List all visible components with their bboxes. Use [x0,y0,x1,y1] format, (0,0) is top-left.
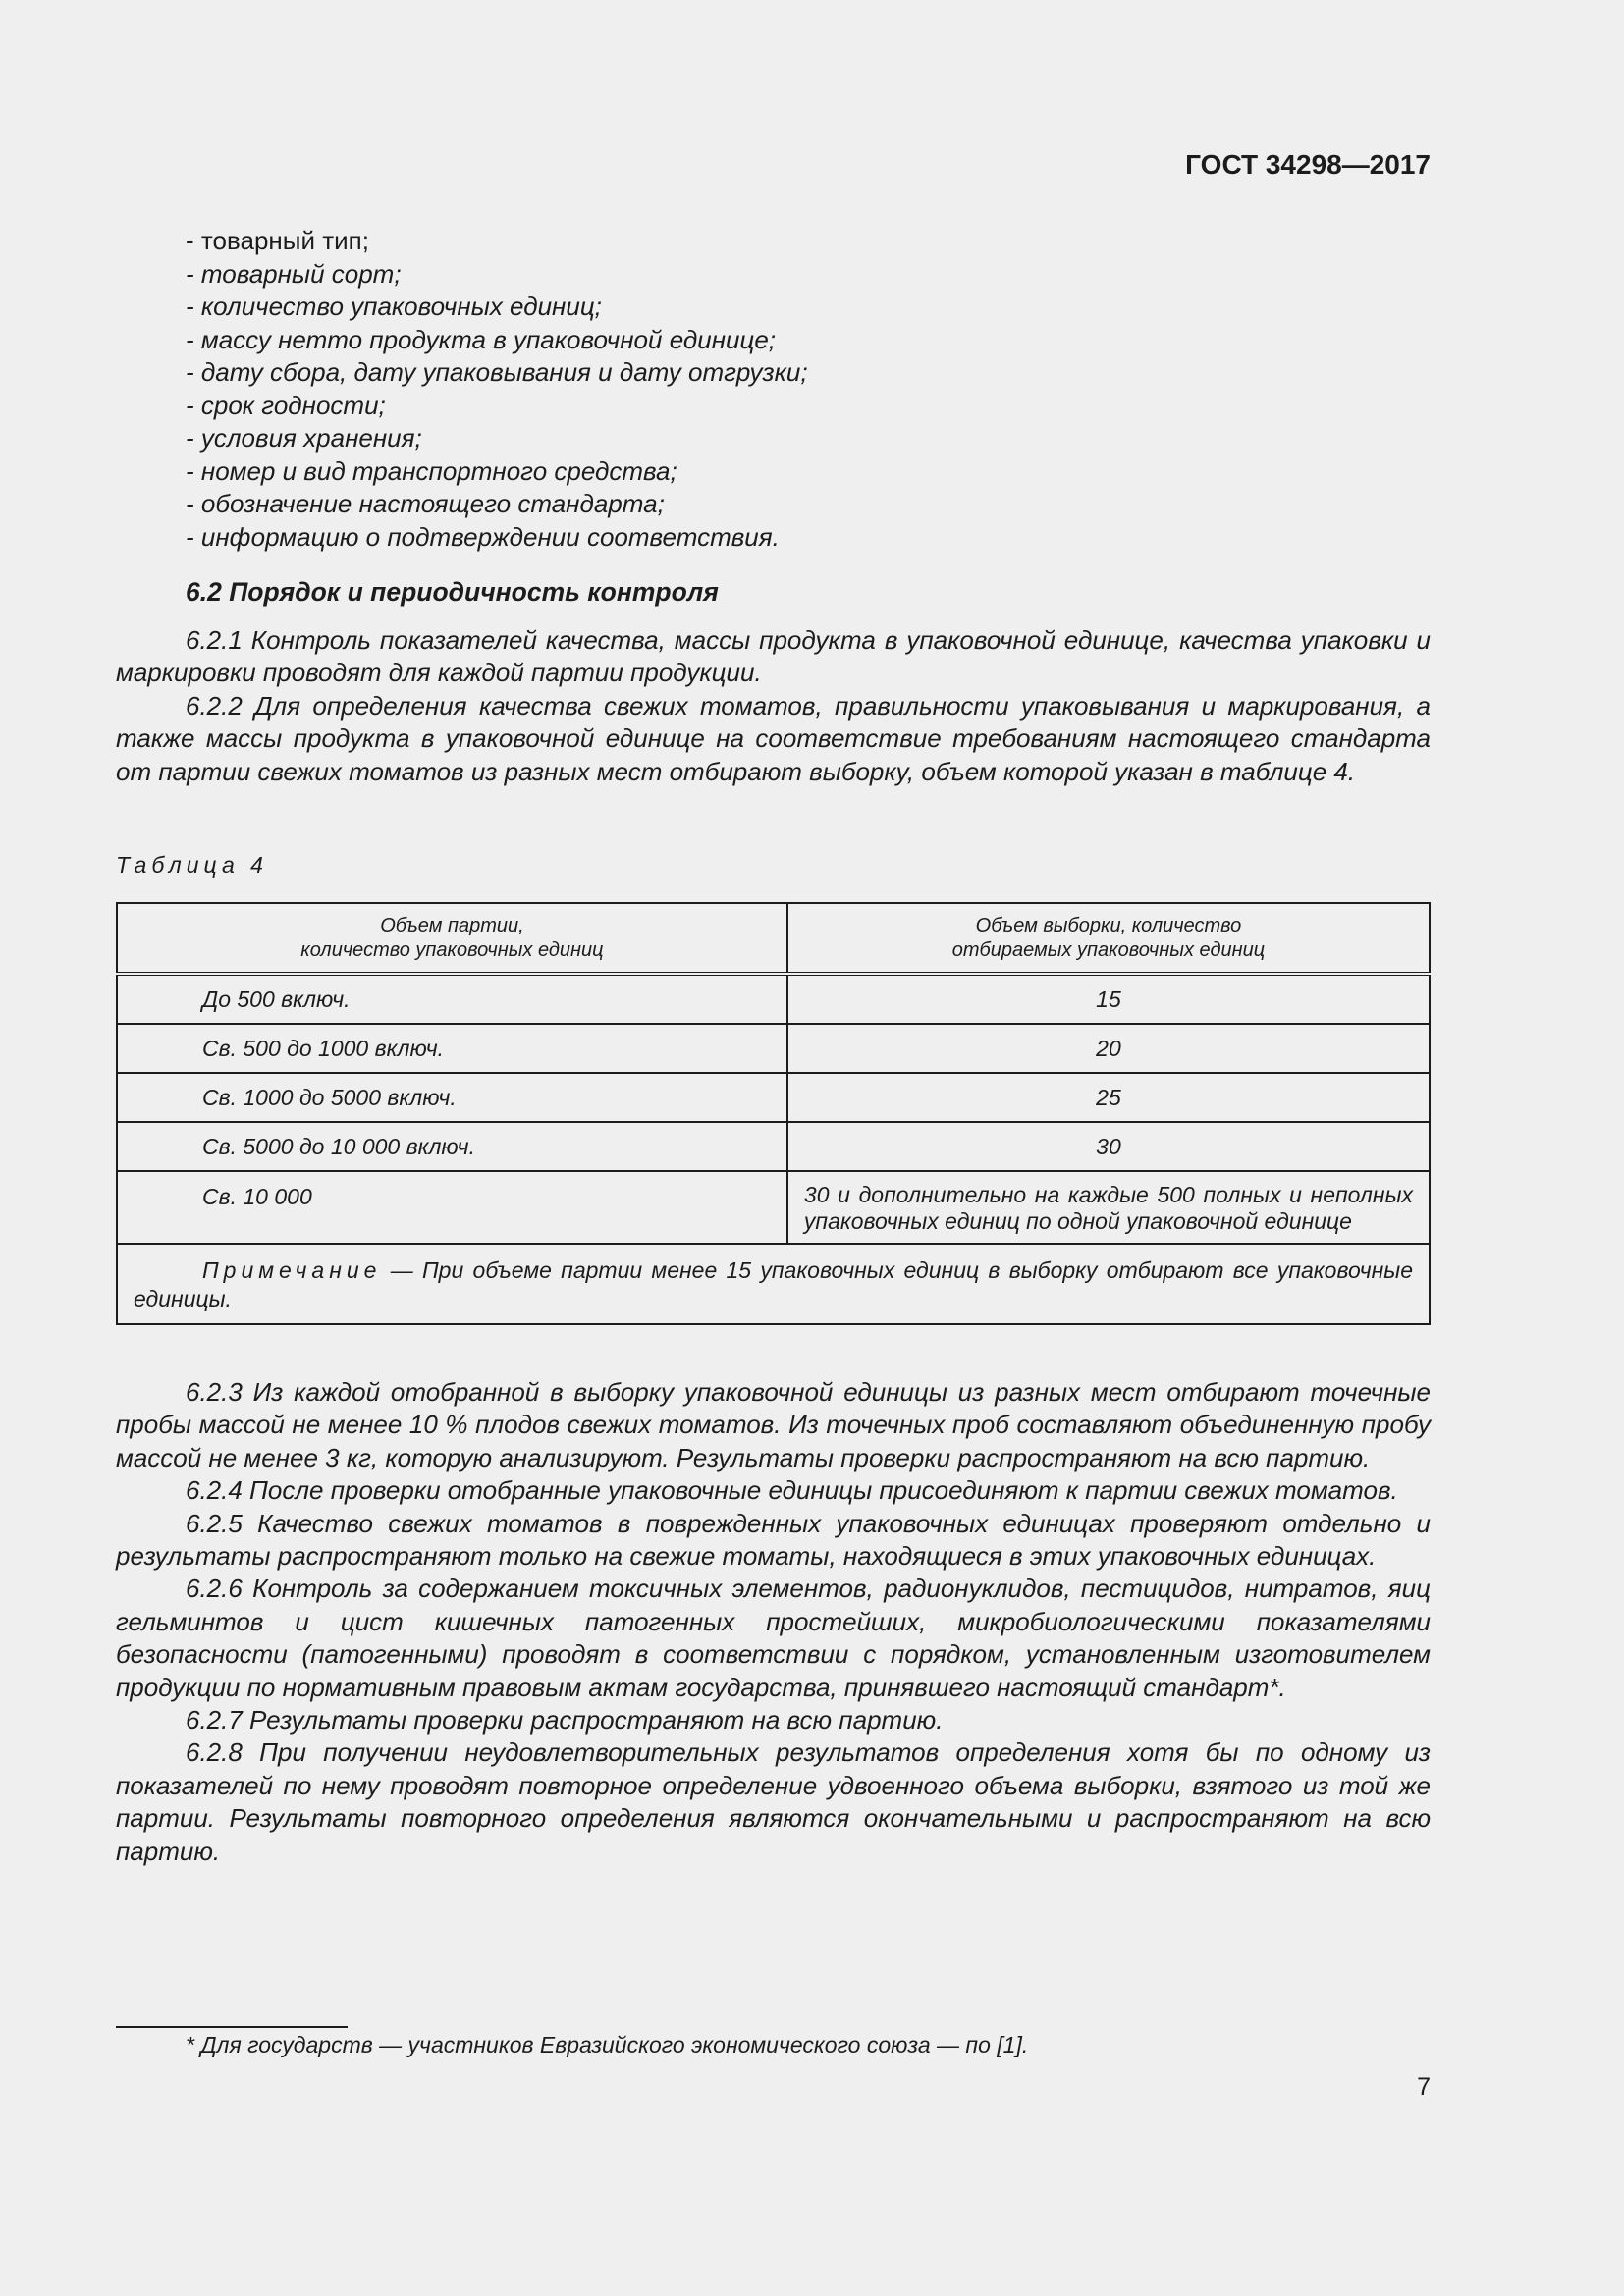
table-cell: Св. 10 000 [117,1171,787,1244]
paragraph: 6.2.4 После проверки отобранные упаковочные единицы присоединяют к партии свежих томатов. [186,1475,1398,1506]
table-cell: Св. 1000 до 5000 включ. [117,1073,787,1122]
document-id-header: ГОСТ 34298—2017 [1185,149,1431,180]
paragraphs-before-table [116,624,1431,788]
list-item: - срок годности; [186,390,386,420]
paragraph: 6.2.1 Контроль показателей качества, массы продукта в упаковочной единице, качества упаковки и маркировки проводят для каждой партии продукции. [116,625,1431,688]
paragraph: 6.2.8 При получении неудовлетворительных результатов определения хотя бы по одному из показателей по нему проводят повторное определение удвоенного объема выборки, взятого из той же партии. Результаты повторного определения являются окончательными и распространяют на всю партию. [116,1737,1431,1866]
table-cell: 25 [787,1073,1430,1122]
list-item: - информацию о подтверждении соответствия. [186,521,780,552]
list-item: - товарный сорт; [186,258,402,289]
list-item: - номер и вид транспортного средства; [186,455,677,486]
table-header-lot-size: Объем партии, количество упаковочных единиц [117,903,787,974]
paragraphs-after-table [116,1376,1431,1868]
table-cell: 20 [787,1024,1430,1073]
table-header-sample-size: Объем выборки, количество отбираемых упаковочных единиц [787,903,1430,974]
table-row [117,1024,1430,1073]
table-row [117,974,1430,1024]
paragraph: 6.2.3 Из каждой отобранной в выборку упаковочной единицы из разных мест отбирают точечные пробы массой не менее 10 % плодов свежих томатов. Из точечных проб составляют объединенную пробу массой не менее 3 кг, которую анализируют. Результаты проверки распространяют на всю партию. [116,1377,1431,1472]
table-cell: Св. 500 до 1000 включ. [117,1024,787,1073]
sample-size-table [116,902,1431,1325]
section-title: 6.2 Порядок и периодичность контроля [186,577,719,607]
footnote-separator [116,2026,348,2028]
table-row [117,1122,1430,1171]
table-note-row [117,1244,1430,1324]
footnote: * Для государств — участников Евразийского экономического союза — по [1]. [186,2032,1029,2057]
marking-list [186,225,1364,554]
note-label: Примечание [202,1257,382,1283]
list-item: - обозначение настоящего стандарта; [186,489,665,518]
table-cell: До 500 включ. [117,974,787,1024]
table-cell: 30 [787,1122,1430,1171]
paragraph: 6.2.2 Для определения качества свежих томатов, правильности упаковывания и маркирования, а также массы продукта в упаковочной единице на соответствие требованиям настоящего стандарта от партии свежих томатов из разных мест отбирают выборку, объем которой указан в таблице 4. [116,690,1431,786]
table-caption: Таблица 4 [116,852,268,878]
paragraph: 6.2.5 Качество свежих томатов в поврежденных упаковочных единицах проверяют отдельно и результаты распространяют только на свежие томаты, находящиеся в этих упаковочных единицах. [116,1508,1431,1572]
paragraph: 6.2.6 Контроль за содержанием токсичных элементов, радионуклидов, пестицидов, нитратов, яиц гельминтов и цист кишечных патогенных простейших, микробиологическими показателями безопасности (патогенными) проводят в соответствии с порядком, установленным изготовителем продукции по нормативным правовым актам государства, принявшего настоящий стандарт*. [116,1574,1431,1702]
list-item: - массу нетто продукта в упаковочной единице; [186,324,777,354]
table-row [117,1171,1430,1244]
list-item: - дату сбора, дату упаковывания и дату отгрузки; [186,357,808,387]
list-item: - товарный тип; [186,226,369,255]
table-row [117,1073,1430,1122]
list-item: - условия хранения; [186,423,422,453]
note-text: — При объеме партии менее 15 упаковочных единиц в выборку отбирают все упаковочные единицы. [134,1257,1413,1311]
table-cell: Св. 5000 до 10 000 включ. [117,1122,787,1171]
list-item: - количество упаковочных единиц; [186,292,602,321]
table-note [117,1244,1430,1324]
table-cell: 30 и дополнительно на каждые 500 полных и неполных упаковочных единиц по одной упаковочной единице [787,1171,1430,1244]
page-number: 7 [1417,2073,1431,2101]
paragraph: 6.2.7 Результаты проверки распространяют на всю партию. [186,1705,944,1735]
table-cell: 15 [787,974,1430,1024]
